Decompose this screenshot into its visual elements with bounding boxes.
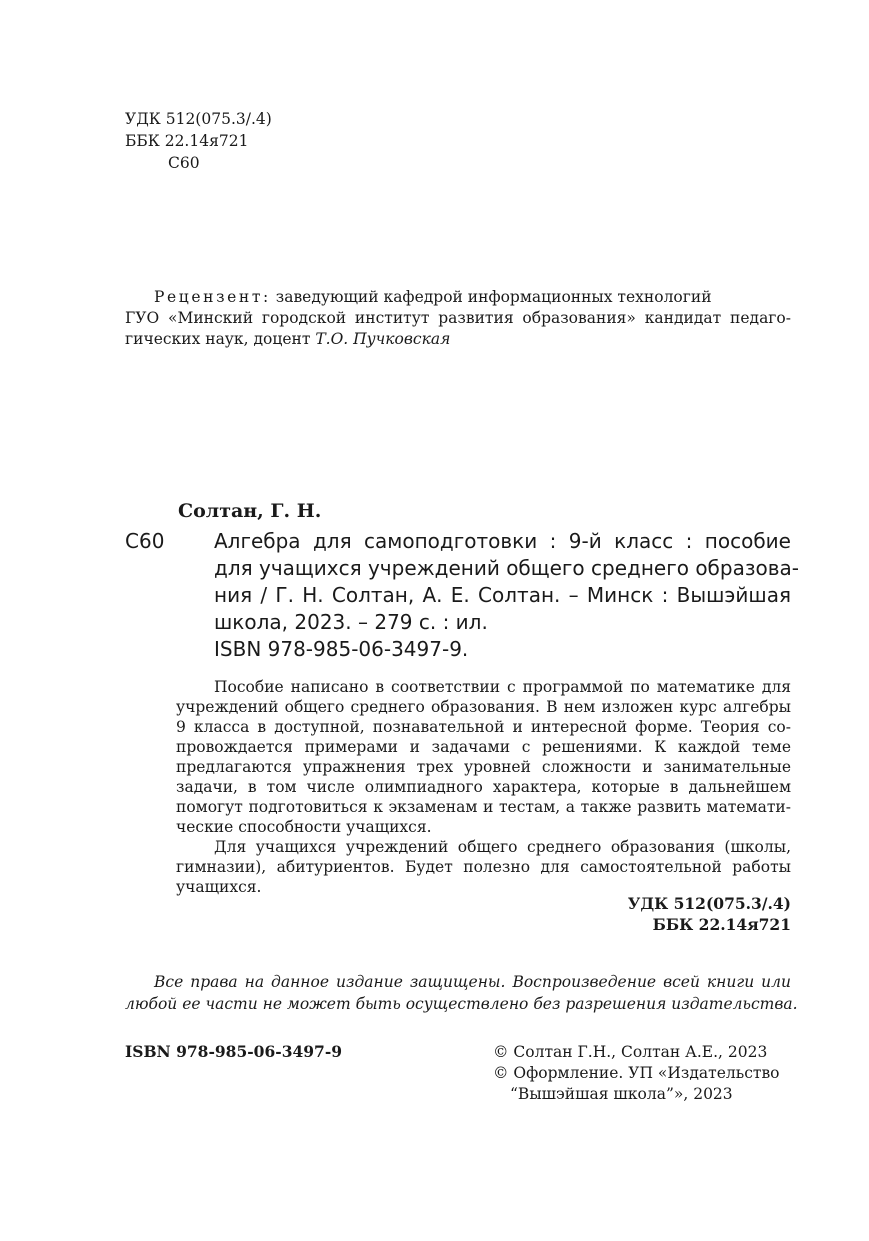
copyright-line: © Солтан Г.Н., Солтан А.Е., 2023	[493, 1043, 768, 1061]
rights-notice	[125, 971, 798, 1015]
isbn: ISBN 978-985-06-3497-9	[125, 1042, 343, 1061]
author-heading: Солтан, Г. Н.	[178, 500, 322, 522]
reviewer-line3	[125, 329, 791, 350]
catalog-line: школа, 2023. – 279 с. : ил.	[214, 610, 488, 634]
bbk-code: ББК 22.14я721	[125, 132, 249, 150]
bottom-classification-codes	[500, 893, 791, 935]
annotation-line: провождается примерами и задачами с решениями. К каждой теме	[176, 738, 791, 756]
reviewer-name: Т.О. Пучковская	[315, 330, 451, 348]
annotation-line: учащихся.	[176, 878, 262, 896]
author-code: С60	[168, 154, 200, 172]
catalog-line: ния / Г. Н. Солтан, А. Е. Солтан. – Минск : Вышэйшая	[214, 583, 791, 607]
catalog-entry	[214, 528, 799, 663]
catalog-line: для учащихся учреждений общего среднего образова-	[214, 556, 799, 580]
reviewer-line1: заведующий кафедрой информационных технологий	[270, 288, 712, 306]
annotation-line: 9 класса в доступной, познавательной и интересной форме. Теория со-	[176, 718, 791, 736]
reviewer-label: Рецензент:	[154, 288, 271, 306]
reviewer-line2: ГУО «Минский городской институт развития образования» кандидат педаго-	[125, 309, 791, 327]
annotation	[176, 677, 791, 897]
annotation-line: Для учащихся учреждений общего среднего образования (школы,	[214, 838, 791, 856]
annotation-line: помогут подготовиться к экзаменам и тестам, а также развить математи-	[176, 798, 791, 816]
annotation-line: задачи, в том числе олимпиадного характера, которые в дальнейшем	[176, 778, 791, 796]
catalog-isbn: ISBN 978-985-06-3497-9.	[214, 637, 469, 661]
annotation-line: учреждений общего среднего образования. В нем изложен курс алгебры	[176, 698, 791, 716]
rights-line: любой ее части не может быть осуществлено без разрешения издательства.	[125, 995, 798, 1013]
annotation-line: предлагаются упражнения трех уровней сложности и занимательные	[176, 758, 791, 776]
annotation-line: Пособие написано в соответствии с программой по математике для	[214, 678, 791, 696]
reviewer-block	[125, 287, 791, 350]
copyright-line: “Вышэйшая школа”», 2023	[510, 1085, 733, 1103]
annotation-line: ческие способности учащихся.	[176, 818, 432, 836]
top-classification-codes	[125, 108, 272, 174]
copyright-block	[493, 1042, 780, 1105]
catalog-line: Алгебра для самоподготовки : 9-й класс : пособие	[214, 529, 791, 553]
copyright-line: © Оформление. УП «Издательство	[493, 1064, 780, 1082]
catalog-code: С60	[125, 529, 165, 553]
rights-line: Все права на данное издание защищены. Воспроизведение всей книги или	[154, 973, 791, 991]
annotation-line: гимназии), абитуриентов. Будет полезно для самостоятельной работы	[176, 858, 791, 876]
udk-code-bottom: УДК 512(075.3/.4)	[627, 894, 791, 913]
reviewer-line3-text: гических наук, доцент	[125, 330, 316, 348]
udk-code: УДК 512(075.3/.4)	[125, 110, 272, 128]
bbk-code-bottom: ББК 22.14я721	[652, 915, 791, 934]
